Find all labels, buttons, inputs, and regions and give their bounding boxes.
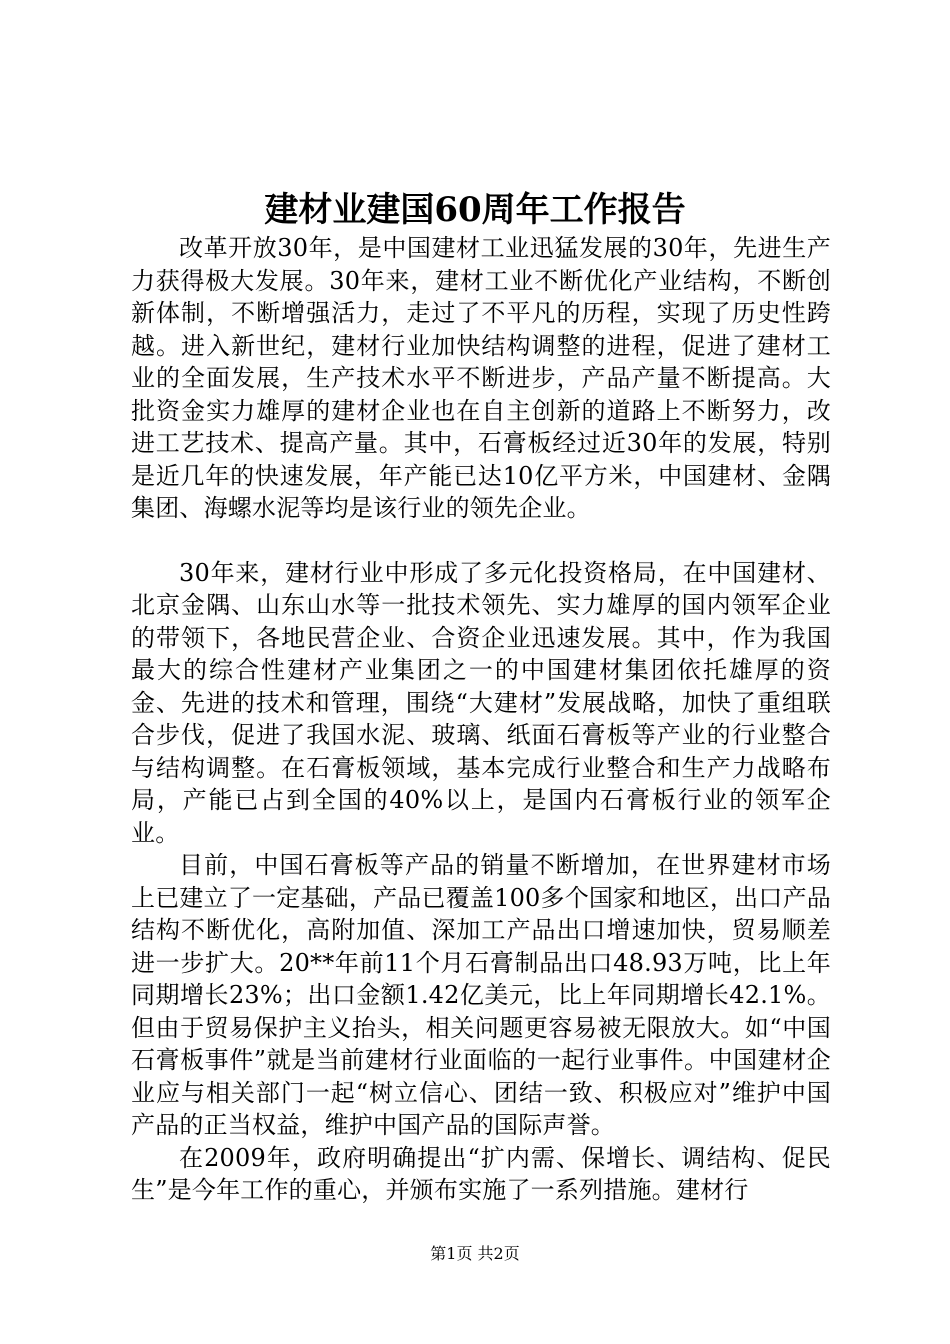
document-title: 建材业建国60周年工作报告 [264, 190, 686, 230]
paragraph-2: 30年来，建材行业中形成了多元化投资格局，在中国建材、北京金隅、山东山水等一批技术领先、实力雄厚的国内领军企业的带领下，各地民营企业、合资企业迅速发展。其中，作为我国最大的综合性建材产业集团之一的中国建材集团依托雄厚的资金、先进的技术和管理，围绕“大建材”发展战略，加快了重组联合步伐，促进了我国水泥、玻璃、纸面石膏板等产业的行业整合与结构调整。在石膏板领域，基本完成行业整合和生产力战略布局，产能已占到全国的40%以上，是国内石膏板行业的领军企业。 [131, 558, 831, 847]
paragraph-3: 目前，中国石膏板等产品的销量不断增加，在世界建材市场上已建立了一定基础，产品已覆盖100多个国家和地区，出口产品结构不断优化，高附加值、深加工产品出口增速加快，贸易顺差进一步扩大。20**年前11个月石膏制品出口48.93万吨，比上年同期增长23%；出口金额1.42亿美元，比上年同期增长42.1%。但由于贸易保护主义抬头，相关问题更容易被无限放大。如“中国石膏板事件”就是当前建材行业面临的一起行业事件。中国建材企业应与相关部门一起“树立信心、团结一致、积极应对”维护中国产品的正当权益，维护中国产品的国际声誉。 [131, 851, 831, 1139]
paragraph-4: 在2009年，政府明确提出“扩内需、保增长、调结构、促民生”是今年工作的重心，并颁布实施了一系列措施。建材行 [131, 1143, 831, 1204]
page-indicator: 第1页 共2页 [430, 1244, 520, 1263]
paragraph-1: 改革开放30年，是中国建材工业迅猛发展的30年，先进生产力获得极大发展。30年来，建材工业不断优化产业结构，不断创新体制，不断增强活力，走过了不平凡的历程，实现了历史性跨越。进入新世纪，建材行业加快结构调整的进程，促进了建材工业的全面发展，生产技术水平不断进步，产品产量不断提高。大批资金实力雄厚的建材企业也在自主创新的道路上不断努力，改进工艺技术、提高产量。其中，石膏板经过近30年的发展，特别是近几年的快速发展，年产能已达10亿平方米，中国建材、金隅集团、海螺水泥等均是该行业的领先企业。 [131, 234, 831, 522]
document-body [131, 232, 831, 1207]
page-footer [0, 1243, 950, 1265]
